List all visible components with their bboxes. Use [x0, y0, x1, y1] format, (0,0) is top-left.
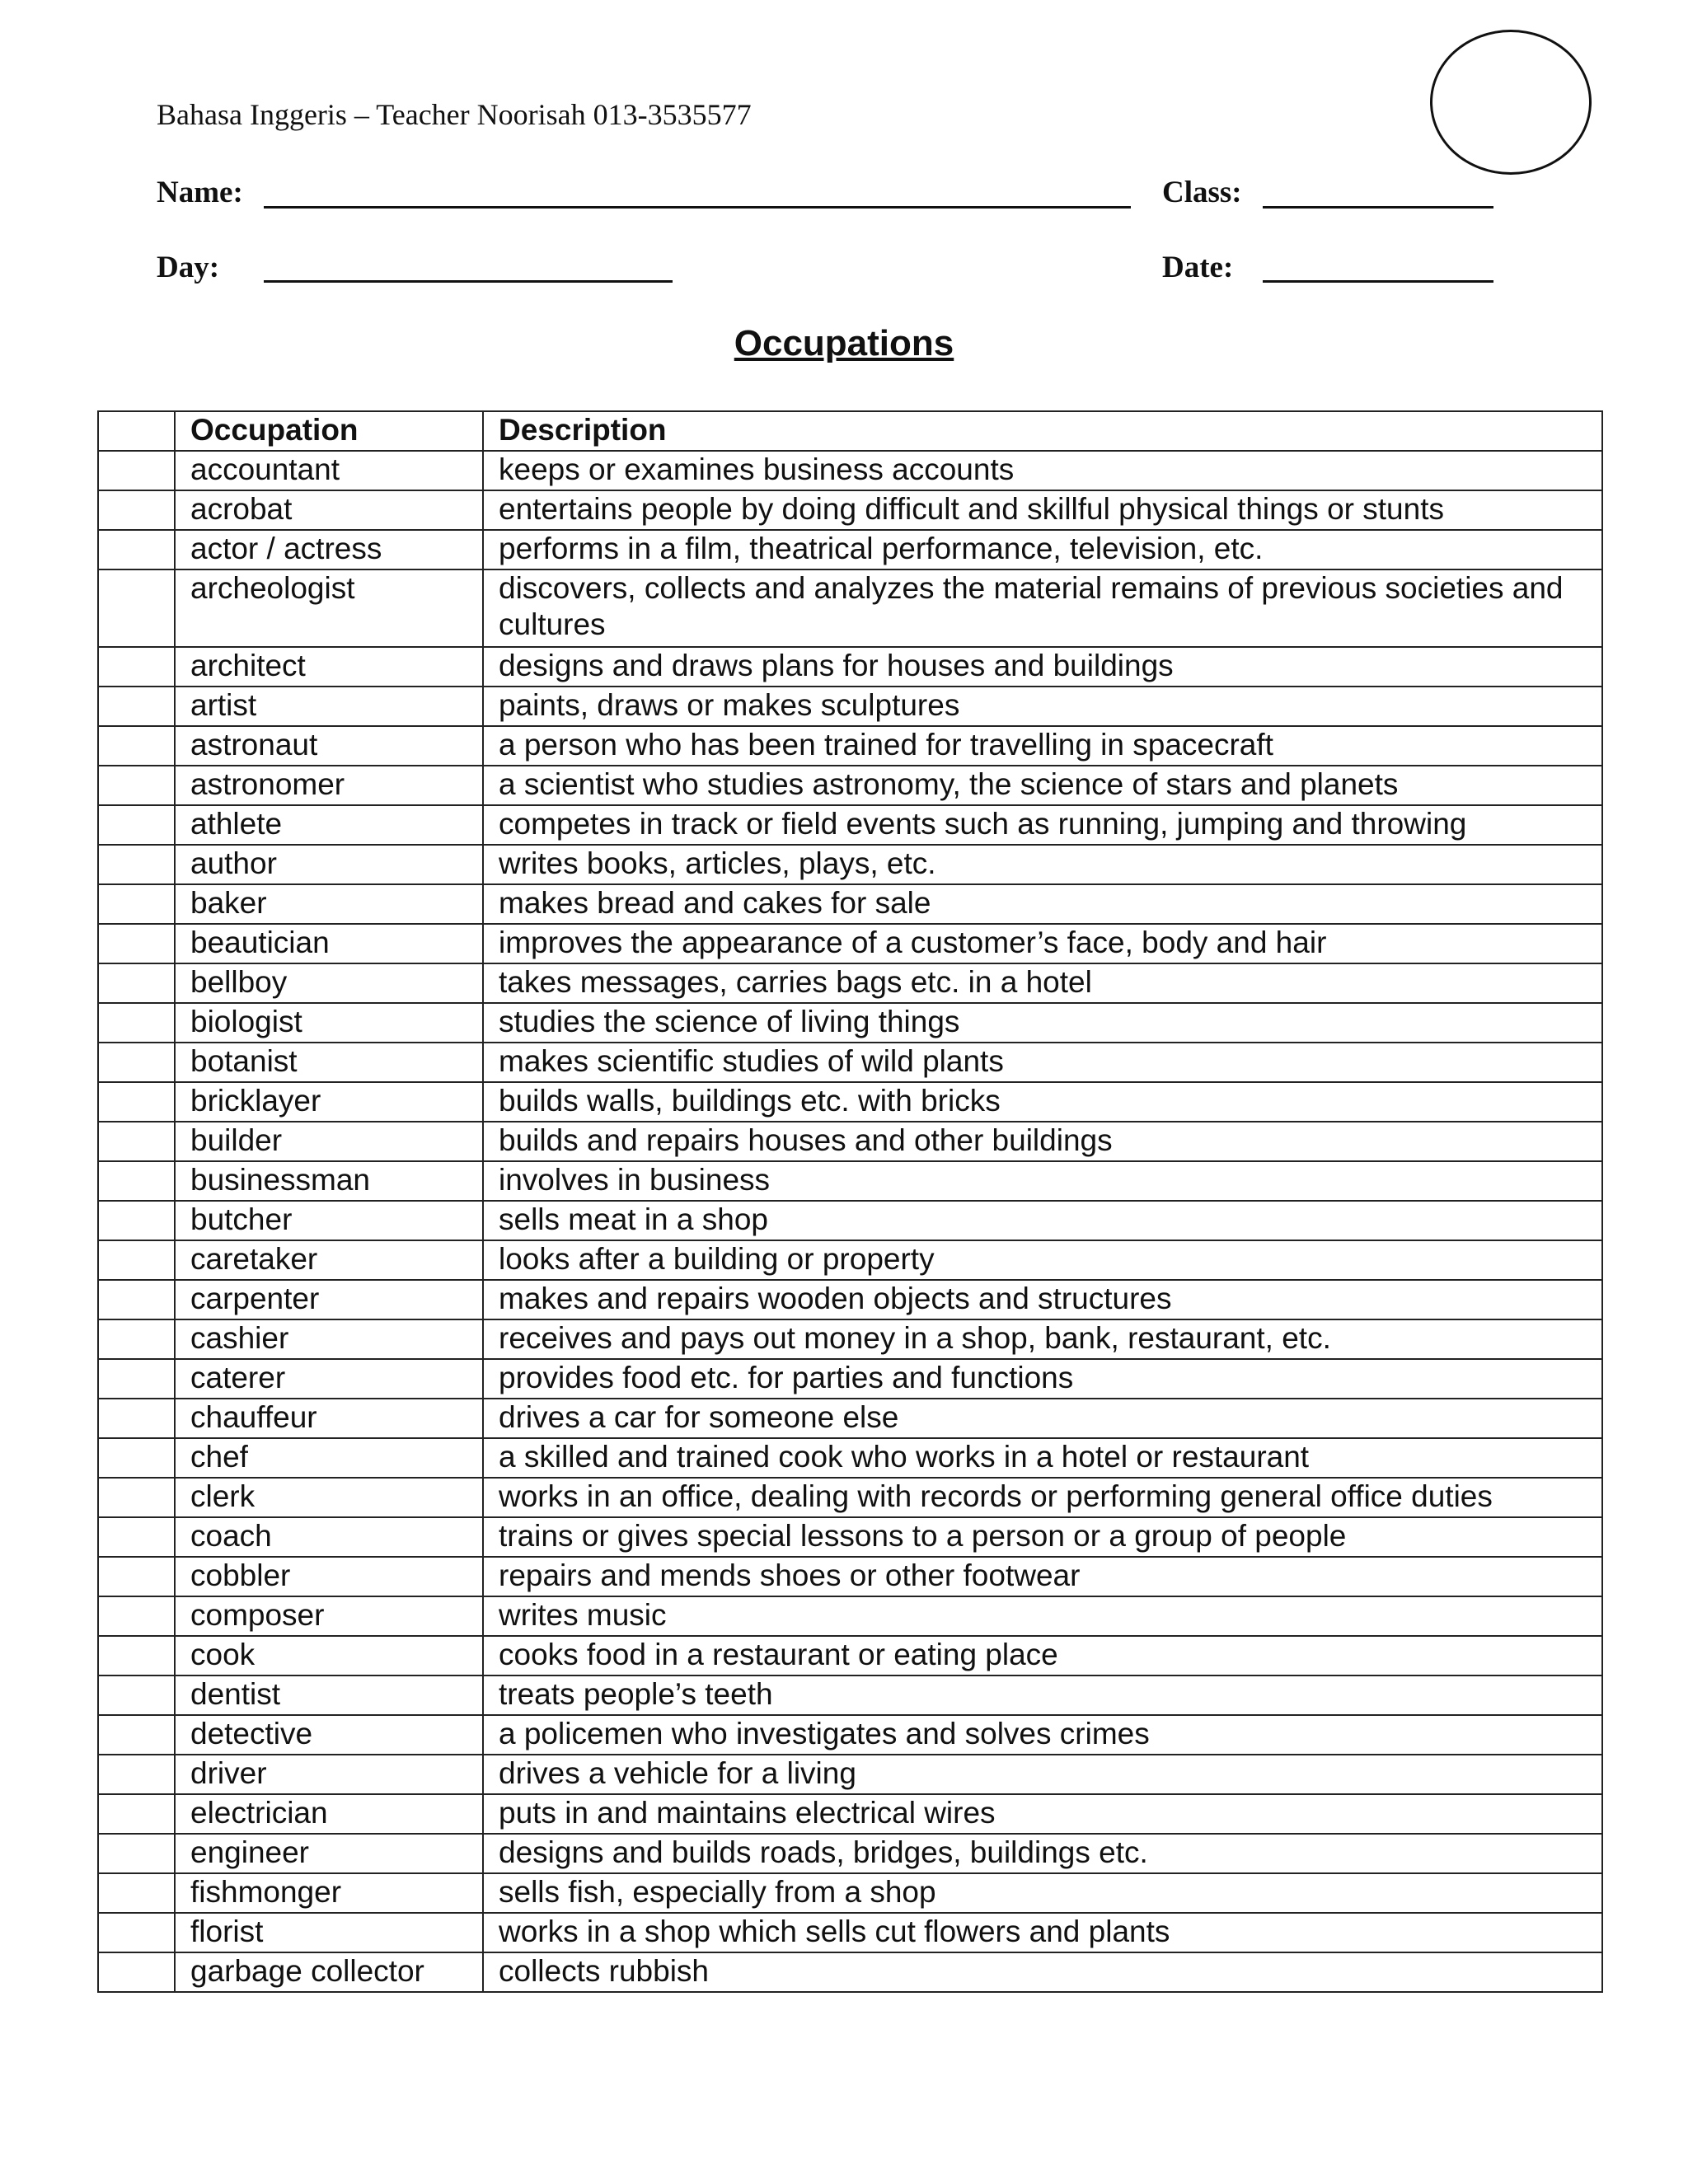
row-blank-cell[interactable] — [98, 1873, 175, 1913]
class-field[interactable] — [1263, 206, 1493, 209]
description-cell: puts in and maintains electrical wires — [483, 1794, 1602, 1834]
row-blank-cell[interactable] — [98, 1240, 175, 1280]
description-cell: repairs and mends shoes or other footwear — [483, 1557, 1602, 1596]
table-row — [98, 647, 1602, 687]
occupation-cell: cashier — [175, 1319, 483, 1359]
occupation-cell: dentist — [175, 1675, 483, 1715]
description-cell: sells fish, especially from a shop — [483, 1873, 1602, 1913]
row-blank-cell[interactable] — [98, 884, 175, 924]
row-blank-cell[interactable] — [98, 726, 175, 766]
row-blank-cell[interactable] — [98, 924, 175, 963]
table-row — [98, 1557, 1602, 1596]
table-row — [98, 1478, 1602, 1517]
occupation-cell: electrician — [175, 1794, 483, 1834]
class-label: Class: — [1162, 176, 1242, 209]
occupation-cell: bricklayer — [175, 1082, 483, 1122]
row-blank-cell[interactable] — [98, 1201, 175, 1240]
table-row — [98, 845, 1602, 884]
score-circle — [1430, 30, 1592, 175]
description-cell: paints, draws or makes sculptures — [483, 687, 1602, 726]
occupation-cell: clerk — [175, 1478, 483, 1517]
occupation-cell: caretaker — [175, 1240, 483, 1280]
occupation-cell: florist — [175, 1913, 483, 1952]
description-cell: competes in track or field events such as running, jumping and throwing — [483, 805, 1602, 845]
table-row — [98, 1043, 1602, 1082]
table-row — [98, 1319, 1602, 1359]
table-row — [98, 1596, 1602, 1636]
table-row — [98, 1952, 1602, 1992]
row-blank-cell[interactable] — [98, 1952, 175, 1992]
description-cell: entertains people by doing difficult and skillful physical things or stunts — [483, 490, 1602, 530]
table-row — [98, 687, 1602, 726]
description-cell: builds walls, buildings etc. with bricks — [483, 1082, 1602, 1122]
occupation-cell: artist — [175, 687, 483, 726]
description-cell: makes bread and cakes for sale — [483, 884, 1602, 924]
table-row — [98, 766, 1602, 805]
row-blank-cell[interactable] — [98, 530, 175, 569]
day-label: Day: — [157, 251, 220, 284]
table-row — [98, 1715, 1602, 1755]
description-cell: cooks food in a restaurant or eating place — [483, 1636, 1602, 1675]
table-row — [98, 490, 1602, 530]
row-blank-cell[interactable] — [98, 1596, 175, 1636]
row-blank-cell[interactable] — [98, 1557, 175, 1596]
occupation-cell: athlete — [175, 805, 483, 845]
occupation-cell: archeologist — [175, 569, 483, 647]
name-label: Name: — [157, 176, 243, 209]
description-cell: drives a vehicle for a living — [483, 1755, 1602, 1794]
table-row — [98, 1636, 1602, 1675]
occupation-cell: astronomer — [175, 766, 483, 805]
row-blank-cell[interactable] — [98, 687, 175, 726]
table-row — [98, 805, 1602, 845]
description-cell: drives a car for someone else — [483, 1399, 1602, 1438]
description-cell: receives and pays out money in a shop, bank, restaurant, etc. — [483, 1319, 1602, 1359]
row-blank-cell[interactable] — [98, 1715, 175, 1755]
row-blank-cell[interactable] — [98, 1280, 175, 1319]
row-blank-cell[interactable] — [98, 1399, 175, 1438]
description-cell: provides food etc. for parties and functions — [483, 1359, 1602, 1399]
description-cell: builds and repairs houses and other buildings — [483, 1122, 1602, 1161]
table-row — [98, 1161, 1602, 1201]
table-row — [98, 1082, 1602, 1122]
table-row — [98, 451, 1602, 490]
row-blank-cell[interactable] — [98, 647, 175, 687]
occupation-cell: chauffeur — [175, 1399, 483, 1438]
description-cell: writes music — [483, 1596, 1602, 1636]
description-cell: a person who has been trained for travelling in spacecraft — [483, 726, 1602, 766]
occupation-cell: butcher — [175, 1201, 483, 1240]
occupation-cell: fishmonger — [175, 1873, 483, 1913]
description-cell: makes scientific studies of wild plants — [483, 1043, 1602, 1082]
row-blank-cell[interactable] — [98, 1438, 175, 1478]
row-blank-cell[interactable] — [98, 569, 175, 647]
description-cell: sells meat in a shop — [483, 1201, 1602, 1240]
table-row — [98, 1122, 1602, 1161]
row-blank-cell[interactable] — [98, 1161, 175, 1201]
row-blank-cell[interactable] — [98, 1794, 175, 1834]
occupation-cell: builder — [175, 1122, 483, 1161]
description-cell: works in a shop which sells cut flowers and plants — [483, 1913, 1602, 1952]
description-cell: works in an office, dealing with records or performing general office duties — [483, 1478, 1602, 1517]
worksheet-header: Bahasa Inggeris – Teacher Noorisah 013-3535577 — [157, 98, 752, 131]
occupation-cell: accountant — [175, 451, 483, 490]
day-field[interactable] — [264, 280, 673, 283]
description-cell: writes books, articles, plays, etc. — [483, 845, 1602, 884]
table-row — [98, 1794, 1602, 1834]
table-row — [98, 569, 1602, 647]
row-blank-cell[interactable] — [98, 1319, 175, 1359]
description-cell: takes messages, carries bags etc. in a hotel — [483, 963, 1602, 1003]
table-row — [98, 530, 1602, 569]
description-cell: collects rubbish — [483, 1952, 1602, 1992]
occupation-cell: garbage collector — [175, 1952, 483, 1992]
row-blank-cell[interactable] — [98, 1003, 175, 1043]
occupation-cell: detective — [175, 1715, 483, 1755]
occupation-cell: author — [175, 845, 483, 884]
occupation-cell: chef — [175, 1438, 483, 1478]
row-blank-cell[interactable] — [98, 1122, 175, 1161]
occupation-cell: baker — [175, 884, 483, 924]
table-row — [98, 963, 1602, 1003]
table-row — [98, 1201, 1602, 1240]
table-row — [98, 884, 1602, 924]
description-cell: discovers, collects and analyzes the material remains of previous societies and cultures — [483, 569, 1602, 647]
row-blank-cell[interactable] — [98, 1082, 175, 1122]
date-label: Date: — [1162, 251, 1234, 284]
description-cell: trains or gives special lessons to a person or a group of people — [483, 1517, 1602, 1557]
occupation-cell: botanist — [175, 1043, 483, 1082]
description-cell: treats people’s teeth — [483, 1675, 1602, 1715]
occupation-cell: beautician — [175, 924, 483, 963]
occupation-cell: acrobat — [175, 490, 483, 530]
occupation-cell: cook — [175, 1636, 483, 1675]
table-header-row — [98, 411, 1602, 451]
row-blank-cell[interactable] — [98, 805, 175, 845]
row-blank-cell[interactable] — [98, 1834, 175, 1873]
description-cell: looks after a building or property — [483, 1240, 1602, 1280]
row-blank-cell[interactable] — [98, 963, 175, 1003]
table-row — [98, 1834, 1602, 1873]
description-cell: improves the appearance of a customer’s face, body and hair — [483, 924, 1602, 963]
table-row — [98, 1438, 1602, 1478]
occupation-cell: bellboy — [175, 963, 483, 1003]
description-cell: performs in a film, theatrical performance, television, etc. — [483, 530, 1602, 569]
description-cell: makes and repairs wooden objects and structures — [483, 1280, 1602, 1319]
occupation-cell: biologist — [175, 1003, 483, 1043]
table-row — [98, 1359, 1602, 1399]
occupation-cell: cobbler — [175, 1557, 483, 1596]
occupation-cell: composer — [175, 1596, 483, 1636]
description-cell: a skilled and trained cook who works in a hotel or restaurant — [483, 1438, 1602, 1478]
occupation-cell: actor / actress — [175, 530, 483, 569]
table-row — [98, 1280, 1602, 1319]
page-title: Occupations — [734, 323, 954, 363]
table-row — [98, 1873, 1602, 1913]
row-blank-cell[interactable] — [98, 1913, 175, 1952]
table-row — [98, 1675, 1602, 1715]
table-row — [98, 1399, 1602, 1438]
occupation-cell: driver — [175, 1755, 483, 1794]
row-blank-cell[interactable] — [98, 1755, 175, 1794]
description-cell: studies the science of living things — [483, 1003, 1602, 1043]
description-cell: involves in business — [483, 1161, 1602, 1201]
table-row — [98, 1913, 1602, 1952]
occupation-cell: businessman — [175, 1161, 483, 1201]
occupation-cell: architect — [175, 647, 483, 687]
date-field[interactable] — [1263, 280, 1493, 283]
table-row — [98, 1240, 1602, 1280]
row-blank-cell[interactable] — [98, 1043, 175, 1082]
column-header-description: Description — [483, 411, 1602, 451]
occupation-cell: engineer — [175, 1834, 483, 1873]
table-row — [98, 1003, 1602, 1043]
table-row — [98, 726, 1602, 766]
table-row — [98, 1517, 1602, 1557]
column-header-number — [98, 411, 175, 451]
table-row — [98, 924, 1602, 963]
row-blank-cell[interactable] — [98, 845, 175, 884]
description-cell: a scientist who studies astronomy, the science of stars and planets — [483, 766, 1602, 805]
row-blank-cell[interactable] — [98, 490, 175, 530]
row-blank-cell[interactable] — [98, 1517, 175, 1557]
occupations-table — [97, 410, 1603, 1993]
description-cell: designs and draws plans for houses and buildings — [483, 647, 1602, 687]
row-blank-cell[interactable] — [98, 451, 175, 490]
occupation-cell: caterer — [175, 1359, 483, 1399]
description-cell: a policemen who investigates and solves crimes — [483, 1715, 1602, 1755]
row-blank-cell[interactable] — [98, 1675, 175, 1715]
row-blank-cell[interactable] — [98, 1478, 175, 1517]
description-cell: keeps or examines business accounts — [483, 451, 1602, 490]
occupation-cell: coach — [175, 1517, 483, 1557]
occupation-cell: astronaut — [175, 726, 483, 766]
row-blank-cell[interactable] — [98, 766, 175, 805]
column-header-occupation: Occupation — [175, 411, 483, 451]
name-field[interactable] — [264, 206, 1131, 209]
row-blank-cell[interactable] — [98, 1359, 175, 1399]
row-blank-cell[interactable] — [98, 1636, 175, 1675]
description-cell: designs and builds roads, bridges, buildings etc. — [483, 1834, 1602, 1873]
occupation-cell: carpenter — [175, 1280, 483, 1319]
table-row — [98, 1755, 1602, 1794]
